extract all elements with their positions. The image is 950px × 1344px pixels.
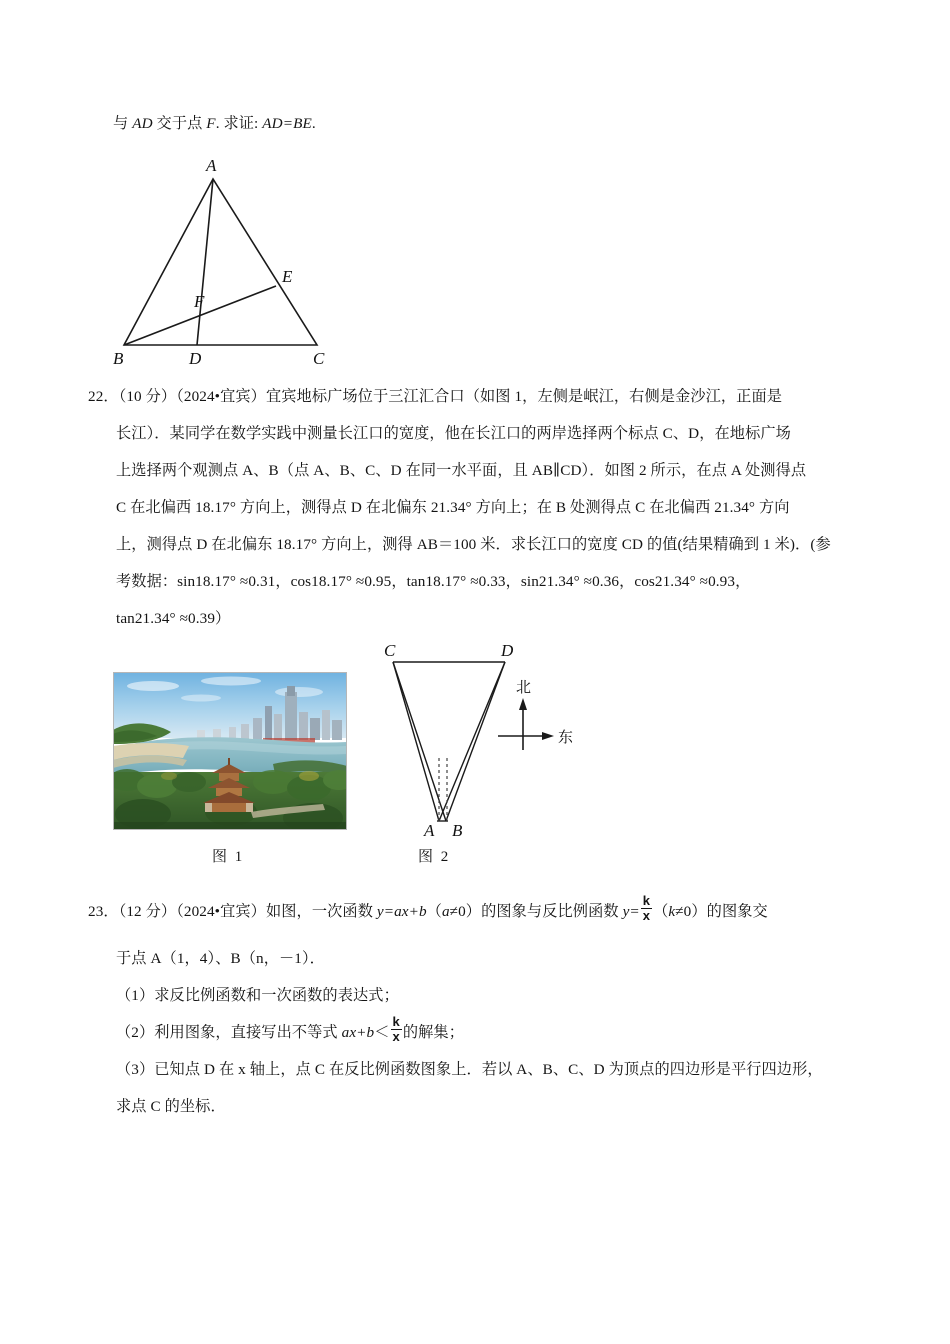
cont-seg-ad: AD [132,115,153,132]
compass-north-arrow [519,698,527,710]
fraction-numerator: k [642,893,651,909]
compass-east-arrow [542,732,554,740]
cont-prefix: 与 [113,115,133,132]
fraction-denominator: x [642,908,651,924]
p22-line-6: 考数据：sin18.17° ≈0.31，cos18.17° ≈0.95，tan18.17° ≈0.33，sin21.34° ≈0.36，cos21.34° ≈0.93， [116,573,751,590]
segment-da [439,662,505,821]
p23-line-1 [88,893,888,930]
p22-line-3: 上选择两个观测点 A、B（点 A、B、C、D 在同一水平面，且 AB∥CD）．如图 2 所示，在点 A 处测得点 [116,462,807,479]
segment-ca [393,662,439,821]
figure-2-caption: 图 2 [418,849,451,865]
triangle-label-a: A [206,156,217,175]
problem-23-text [88,893,888,1125]
compass-label-east: 东 [558,729,574,746]
figure-triangle-abc [100,155,360,370]
problem-22-text [88,378,878,637]
p23-l1-a: 23．（12 分）（2024•宜宾）如图，一次函数 [88,903,377,920]
p23-sub-1: （1）求反比例函数和一次函数的表达式； [116,987,399,1004]
triangle-label-b: B [113,349,124,368]
cont-mid2: . 求证: [215,115,263,132]
p22-line-5: 上，测得点 D 在北偏东 18.17° 方向上，测得 AB＝100 米．求长江口的宽度 CD 的值(结果精确到 1 米)．(参 [116,536,831,553]
cont-seg-f: F [206,115,216,132]
p23-line-2: 于点 A（1，4）、B（n，－1）． [116,950,325,967]
fraction-numerator-2: k [392,1014,400,1030]
triangle-outline [124,179,317,345]
p23-s2-c: ＜ [374,1024,390,1041]
p23-l1-f: y= [622,903,640,920]
p23-s2-a: （2）利用图象，直接写出不等式 [116,1024,342,1041]
p23-s2-d: 的解集； [402,1024,464,1041]
cont-seg-eq: AD=BE [262,115,312,132]
p23-s2-b: ax+b [341,1024,375,1041]
compass-label-north: 北 [516,679,532,696]
p23-l1-d: a [441,903,450,920]
p23-sub-3-line-2: 求点 C 的坐标． [116,1098,226,1115]
figure-1-photo [113,672,347,830]
cont-mid: 交于点 [152,115,207,132]
fraction-k-over-x-2 [391,1015,402,1044]
p23-l1-g: （ [653,903,669,920]
fig2-label-d: D [501,641,514,660]
p22-line-1: 22．（10 分）（2024•宜宾）宜宾地标广场位于三江汇合口（如图 1，左侧是岷江，右侧是金沙江，正面是 [88,388,783,405]
triangle-label-c: C [313,349,325,368]
triangle-label-f: F [194,292,205,311]
p22-line-4: C 在北偏西 18.17° 方向上，测得点 D 在北偏东 21.34° 方向上；在 B 处测得点 C 在北偏西 21.34° 方向 [116,499,790,516]
fig2-label-a: A [424,821,435,840]
p22-line-7: tan21.34° ≈0.39） [116,610,231,627]
p23-sub-3-line-1: （3）已知点 D 在 x 轴上，点 C 在反比例函数图象上．若以 A、B、C、D 为顶点的四边形是平行四边形， [116,1061,823,1078]
compass-rose [498,679,573,750]
fig2-label-c: C [384,641,396,660]
fraction-denominator-2: x [392,1029,400,1045]
p23-l1-i: ≠0）的图象交 [675,903,768,920]
continuation-text [113,105,873,142]
p23-l1-e: ≠0）的图象与反比例函数 [449,903,623,920]
p23-sub-2 [88,1014,888,1051]
fraction-k-over-x [641,894,652,923]
figure-2-diagram [380,640,580,840]
p23-l1-c: （ [426,903,442,920]
triangle-label-d: D [189,349,202,368]
p22-line-2: 长江）．某同学在数学实践中测量长江口的宽度，他在长江口的两岸选择两个标点 C、D，在地标广场 [116,425,791,442]
fig2-label-b: B [452,821,463,840]
p23-l1-h: k [668,903,676,920]
cont-end: . [311,115,316,132]
segment-db [446,662,505,821]
segment-cb [393,662,446,821]
triangle-label-e: E [282,267,293,286]
figure-1-caption: 图 1 [212,849,245,865]
p23-l1-b: y=ax+b [376,903,427,920]
